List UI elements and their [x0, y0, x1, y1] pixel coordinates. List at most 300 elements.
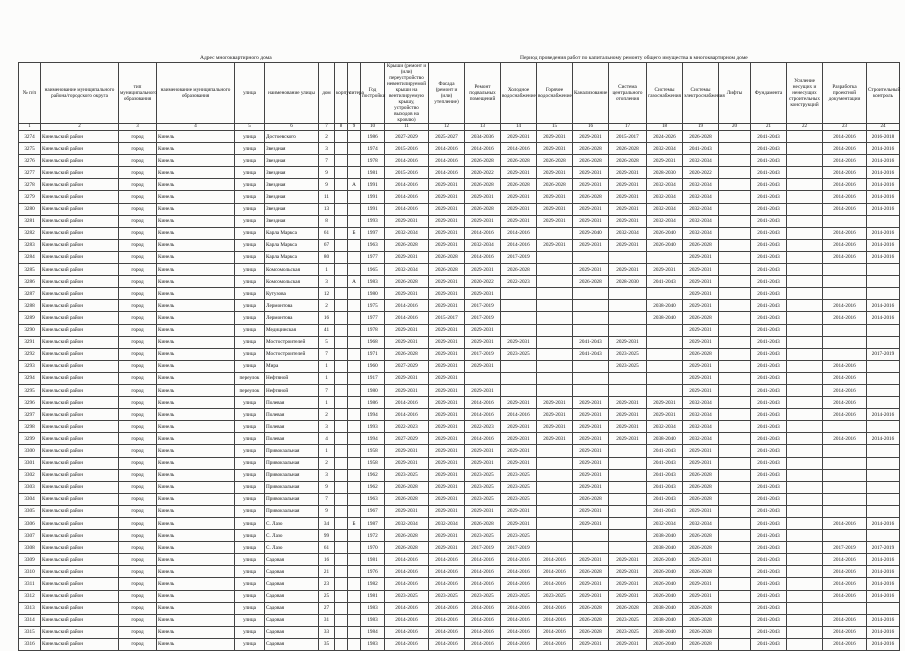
table-cell: улица — [235, 155, 265, 167]
table-cell — [501, 324, 537, 336]
table-cell: 3 — [319, 469, 335, 481]
table-cell: 2032-2034 — [683, 191, 719, 203]
table-cell — [787, 493, 823, 505]
table-cell: 2041-2043 — [751, 300, 787, 312]
table-cell — [719, 276, 751, 288]
table-cell: 2015-2017 — [429, 312, 465, 324]
table-cell — [335, 227, 348, 239]
column-number: 23 — [823, 124, 867, 131]
table-cell: 1984 — [361, 626, 385, 638]
table-cell: 2029-2031 — [573, 469, 609, 481]
table-cell: 2014-2016 — [537, 638, 573, 650]
table-cell: город — [119, 542, 157, 554]
table-row — [19, 421, 900, 433]
table-cell: 2029-2031 — [465, 324, 501, 336]
table-cell — [719, 300, 751, 312]
table-cell: город — [119, 227, 157, 239]
table-cell: 2029-2031 — [465, 215, 501, 227]
table-cell — [537, 542, 573, 554]
table-cell: город — [119, 239, 157, 251]
table-cell: 2014-2016 — [823, 360, 867, 372]
table-cell — [719, 348, 751, 360]
table-cell: Кинельский район — [41, 360, 119, 372]
table-cell — [348, 409, 361, 421]
table-cell: Кинельский район — [41, 143, 119, 155]
table-cell: Кинельский район — [41, 554, 119, 566]
table-cell: 2029-2031 — [429, 324, 465, 336]
table-cell: 2029-2031 — [429, 336, 465, 348]
table-cell: Нефтяной — [265, 372, 319, 384]
table-cell: 3283 — [19, 239, 41, 251]
table-row — [19, 336, 900, 348]
table-cell: 2014-2016 — [429, 155, 465, 167]
table-row — [19, 505, 900, 517]
table-cell: 2029-2031 — [429, 469, 465, 481]
table-cell: 1970 — [361, 542, 385, 554]
table-cell — [335, 433, 348, 445]
table-cell: 2014-2016 — [823, 433, 867, 445]
table-cell: Кинель — [157, 191, 235, 203]
table-cell — [501, 384, 537, 396]
table-cell: Садовая — [265, 638, 319, 650]
table-row — [19, 433, 900, 445]
column-number: 8 — [335, 124, 348, 131]
table-cell — [867, 602, 900, 614]
table-cell — [787, 590, 823, 602]
table-cell: 2038-2040 — [647, 433, 683, 445]
table-cell: 2026-2028 — [683, 469, 719, 481]
table-cell: 1972 — [361, 530, 385, 542]
table-cell: 3 — [319, 143, 335, 155]
table-cell — [823, 336, 867, 348]
table-cell: 2023-2025 — [501, 590, 537, 602]
table-cell: 2014-2016 — [867, 227, 900, 239]
table-cell: улица — [235, 348, 265, 360]
table-cell — [335, 626, 348, 638]
table-cell — [537, 360, 573, 372]
table-cell: город — [119, 433, 157, 445]
table-cell: переулок — [235, 384, 265, 396]
table-cell — [348, 626, 361, 638]
table-cell — [787, 324, 823, 336]
table-cell: 3291 — [19, 336, 41, 348]
table-row — [19, 167, 900, 179]
table-cell: 2032-2034 — [385, 264, 429, 276]
table-cell: 2014-2016 — [385, 179, 429, 191]
table-cell: 2014-2016 — [385, 626, 429, 638]
table-cell: 3289 — [19, 312, 41, 324]
table-cell: 1 — [319, 360, 335, 372]
table-cell — [537, 384, 573, 396]
table-cell — [335, 493, 348, 505]
table-cell: 2014-2016 — [429, 554, 465, 566]
table-cell — [719, 131, 751, 143]
table-cell: 2024-2026 — [647, 131, 683, 143]
table-cell: 2026-2040 — [647, 638, 683, 650]
table-cell: 2029-2031 — [537, 397, 573, 409]
table-cell: 2023-2025 — [385, 590, 429, 602]
table-cell: 2029-2031 — [501, 433, 537, 445]
table-cell — [335, 300, 348, 312]
table-cell — [867, 457, 900, 469]
table-row — [19, 179, 900, 191]
table-cell — [573, 324, 609, 336]
table-cell: 1982 — [361, 578, 385, 590]
table-cell: Звездная — [265, 155, 319, 167]
table-cell: Комсомольская — [265, 264, 319, 276]
table-cell — [335, 348, 348, 360]
column-number: 16 — [573, 124, 609, 131]
table-cell: 2029-2031 — [573, 638, 609, 650]
table-cell: улица — [235, 276, 265, 288]
table-cell: 2014-2016 — [823, 554, 867, 566]
table-cell: город — [119, 590, 157, 602]
table-cell: Кинельский район — [41, 191, 119, 203]
table-cell: Кинельский район — [41, 276, 119, 288]
table-cell — [719, 312, 751, 324]
table-cell: улица — [235, 578, 265, 590]
table-cell: 1974 — [361, 143, 385, 155]
table-cell: Привокзальная — [265, 481, 319, 493]
table-row — [19, 360, 900, 372]
table-cell: 2014-2016 — [537, 602, 573, 614]
table-cell: 2026-2028 — [429, 251, 465, 263]
table-cell — [719, 493, 751, 505]
table-cell: 2029-2031 — [573, 421, 609, 433]
table-cell: 2032-2034 — [683, 433, 719, 445]
table-cell: 2029-2031 — [683, 324, 719, 336]
table-cell — [823, 493, 867, 505]
table-cell: 2014-2016 — [465, 614, 501, 626]
table-cell: 2041-2043 — [647, 505, 683, 517]
table-cell: 2029-2031 — [501, 397, 537, 409]
table-cell: 2029-2031 — [609, 554, 647, 566]
table-cell: 2029-2031 — [609, 421, 647, 433]
table-row — [19, 409, 900, 421]
table-cell: Кинельский район — [41, 300, 119, 312]
table-cell: 2029-2031 — [609, 203, 647, 215]
table-cell — [719, 324, 751, 336]
table-cell — [787, 155, 823, 167]
table-cell — [787, 626, 823, 638]
table-cell: 2029-2031 — [465, 191, 501, 203]
table-cell: 2014-2016 — [867, 578, 900, 590]
table-cell: 2041-2043 — [573, 336, 609, 348]
table-cell — [348, 614, 361, 626]
table-cell: Кинельский район — [41, 409, 119, 421]
table-cell: 2014-2016 — [501, 227, 537, 239]
table-cell: 2029-2031 — [683, 505, 719, 517]
table-cell: 1991 — [361, 191, 385, 203]
table-cell: 2029-2031 — [609, 167, 647, 179]
table-cell — [787, 143, 823, 155]
table-cell: Полевая — [265, 433, 319, 445]
table-cell: 2023-2025 — [385, 469, 429, 481]
table-cell: 2029-2031 — [573, 215, 609, 227]
table-cell: 2041-2043 — [751, 469, 787, 481]
table-cell: 2014-2016 — [823, 155, 867, 167]
table-cell: город — [119, 481, 157, 493]
table-cell: 2029-2031 — [429, 215, 465, 227]
table-cell: 2041-2043 — [751, 433, 787, 445]
table-cell — [823, 457, 867, 469]
capital-repair-table — [18, 62, 900, 651]
table-cell: 1967 — [361, 505, 385, 517]
table-cell: 2041-2043 — [751, 481, 787, 493]
table-cell: Кинельский район — [41, 384, 119, 396]
table-cell: 2023-2025 — [609, 626, 647, 638]
column-header: Системы электроснабжения — [683, 63, 719, 124]
table-cell — [335, 167, 348, 179]
table-cell: 2014-2016 — [429, 638, 465, 650]
column-header: Строительный контроль — [867, 63, 900, 124]
table-cell — [335, 518, 348, 530]
table-cell: город — [119, 312, 157, 324]
table-cell: 2032-2034 — [683, 518, 719, 530]
table-cell — [609, 445, 647, 457]
table-cell: 2029-2031 — [429, 433, 465, 445]
table-cell: 2014-2016 — [465, 227, 501, 239]
table-cell — [348, 324, 361, 336]
table-cell — [348, 155, 361, 167]
table-cell: 3 — [319, 276, 335, 288]
table-cell — [719, 155, 751, 167]
table-cell: 2026-2028 — [385, 348, 429, 360]
table-cell: 2014-2016 — [823, 566, 867, 578]
table-cell — [823, 264, 867, 276]
table-cell: 2026-2028 — [573, 602, 609, 614]
table-row — [19, 554, 900, 566]
table-row — [19, 481, 900, 493]
table-cell: Садовая — [265, 602, 319, 614]
table-cell: город — [119, 179, 157, 191]
table-cell: 2026-2028 — [573, 143, 609, 155]
table-row — [19, 457, 900, 469]
table-cell: 2029-2031 — [429, 384, 465, 396]
table-cell: 2014-2016 — [429, 614, 465, 626]
table-cell — [823, 530, 867, 542]
column-number: 7 — [319, 124, 335, 131]
table-cell: 2026-2028 — [501, 264, 537, 276]
table-cell: 2014-2016 — [823, 409, 867, 421]
table-cell — [609, 251, 647, 263]
table-cell: 3286 — [19, 276, 41, 288]
column-header: литера — [348, 63, 361, 124]
table-cell: 1994 — [361, 433, 385, 445]
table-cell: 25 — [319, 590, 335, 602]
table-cell — [719, 590, 751, 602]
table-cell — [867, 276, 900, 288]
table-cell: Садовая — [265, 578, 319, 590]
table-cell — [787, 614, 823, 626]
table-cell — [867, 288, 900, 300]
table-cell: 2026-2028 — [465, 203, 501, 215]
table-cell — [719, 239, 751, 251]
table-cell — [719, 445, 751, 457]
table-cell — [867, 481, 900, 493]
table-cell: город — [119, 276, 157, 288]
table-cell — [719, 530, 751, 542]
table-cell: 3295 — [19, 384, 41, 396]
table-cell: 2014-2016 — [465, 626, 501, 638]
table-cell — [787, 215, 823, 227]
table-cell: Кинель — [157, 397, 235, 409]
table-cell: Кинельский район — [41, 251, 119, 263]
table-cell — [787, 276, 823, 288]
table-cell: 2029-2031 — [501, 167, 537, 179]
table-row — [19, 542, 900, 554]
table-cell: город — [119, 409, 157, 421]
table-cell: 2026-2028 — [573, 493, 609, 505]
table-cell: город — [119, 167, 157, 179]
table-cell: 2014-2016 — [867, 191, 900, 203]
table-cell: 1983 — [361, 602, 385, 614]
table-cell: улица — [235, 336, 265, 348]
table-cell: 2038-2040 — [647, 614, 683, 626]
table-row — [19, 155, 900, 167]
table-cell — [348, 131, 361, 143]
table-cell: 2029-2031 — [573, 445, 609, 457]
table-cell: 2014-2016 — [867, 590, 900, 602]
table-cell: 2014-2016 — [465, 143, 501, 155]
table-cell — [787, 505, 823, 517]
table-cell: 61 — [319, 542, 335, 554]
table-cell: 2014-2016 — [465, 433, 501, 445]
table-cell: 2023-2025 — [465, 590, 501, 602]
table-cell: 2014-2016 — [385, 554, 429, 566]
column-header: корпус — [335, 63, 348, 124]
table-cell: Кинель — [157, 469, 235, 481]
table-cell — [787, 409, 823, 421]
table-cell: Кинель — [157, 360, 235, 372]
table-cell: улица — [235, 179, 265, 191]
table-cell — [348, 167, 361, 179]
table-cell — [787, 469, 823, 481]
table-cell: 7 — [319, 348, 335, 360]
table-cell: 2017-2019 — [823, 542, 867, 554]
table-cell: улица — [235, 469, 265, 481]
table-cell: Привокзальная — [265, 457, 319, 469]
table-cell: 2014-2016 — [465, 554, 501, 566]
table-cell — [465, 372, 501, 384]
table-cell — [823, 288, 867, 300]
table-cell: Кинель — [157, 409, 235, 421]
table-cell — [719, 397, 751, 409]
table-cell: 2029-2031 — [465, 505, 501, 517]
table-cell: город — [119, 530, 157, 542]
table-row — [19, 578, 900, 590]
table-cell: 1960 — [361, 360, 385, 372]
table-cell: Кинель — [157, 276, 235, 288]
table-cell: улица — [235, 445, 265, 457]
table-cell: 2032-2034 — [429, 518, 465, 530]
table-cell: 1978 — [361, 324, 385, 336]
table-cell: Полевая — [265, 409, 319, 421]
table-cell: 1993 — [361, 421, 385, 433]
table-cell: город — [119, 566, 157, 578]
table-cell: 2029-2031 — [429, 542, 465, 554]
table-cell: 2022-2023 — [385, 421, 429, 433]
table-cell: 2014-2016 — [501, 578, 537, 590]
table-cell — [335, 409, 348, 421]
table-cell: 2014-2016 — [501, 239, 537, 251]
table-cell: 9 — [319, 505, 335, 517]
table-cell — [335, 421, 348, 433]
table-cell: 2022-2023 — [501, 276, 537, 288]
table-cell: 2041-2043 — [751, 445, 787, 457]
table-cell: 2026-2028 — [683, 239, 719, 251]
table-cell: Медицинская — [265, 324, 319, 336]
table-cell: 2029-2031 — [385, 505, 429, 517]
table-cell — [335, 288, 348, 300]
table-cell: 2014-2016 — [465, 638, 501, 650]
table-cell: Кинельский район — [41, 530, 119, 542]
table-cell: улица — [235, 239, 265, 251]
table-cell: город — [119, 131, 157, 143]
table-cell — [537, 518, 573, 530]
table-row — [19, 493, 900, 505]
table-cell: 2029-2031 — [683, 336, 719, 348]
table-cell: 1977 — [361, 251, 385, 263]
table-cell: 2041-2043 — [751, 397, 787, 409]
table-cell — [537, 481, 573, 493]
table-cell: 3293 — [19, 360, 41, 372]
table-cell: город — [119, 384, 157, 396]
table-cell: 2034-2036 — [465, 131, 501, 143]
table-cell: 3280 — [19, 203, 41, 215]
table-body — [19, 124, 900, 651]
table-cell: 2029-2031 — [385, 215, 429, 227]
table-row — [19, 312, 900, 324]
table-cell — [787, 421, 823, 433]
table-cell — [348, 348, 361, 360]
column-number: 11 — [385, 124, 429, 131]
table-cell: 2029-2031 — [465, 384, 501, 396]
table-cell — [719, 143, 751, 155]
table-cell: 2026-2028 — [609, 602, 647, 614]
table-cell — [348, 239, 361, 251]
table-row — [19, 384, 900, 396]
table-cell — [787, 360, 823, 372]
table-cell: 2029-2031 — [683, 578, 719, 590]
table-cell: 3290 — [19, 324, 41, 336]
table-cell: 2014-2016 — [501, 566, 537, 578]
table-cell: 2029-2031 — [573, 203, 609, 215]
table-cell: 3282 — [19, 227, 41, 239]
table-cell: 2032-2034 — [683, 409, 719, 421]
table-cell — [348, 360, 361, 372]
column-header: Крыши (ремонт и (или) переустройство невентилируемой крыши на вентилируемую крышу, устройство выходов на кровлю) — [385, 63, 429, 124]
table-cell: 2014-2016 — [867, 251, 900, 263]
table-cell: Лермонтова — [265, 300, 319, 312]
table-cell: улица — [235, 530, 265, 542]
table-cell: 2026-2028 — [573, 566, 609, 578]
table-cell: 2027-2029 — [385, 360, 429, 372]
table-cell — [787, 251, 823, 263]
table-cell: Кинель — [157, 264, 235, 276]
table-cell: А — [348, 276, 361, 288]
table-cell: улица — [235, 300, 265, 312]
table-cell: 2020-2022 — [465, 276, 501, 288]
table-cell: переулок — [235, 372, 265, 384]
table-cell: 2032-2034 — [683, 397, 719, 409]
table-cell — [867, 215, 900, 227]
table-cell — [335, 397, 348, 409]
table-cell: улица — [235, 203, 265, 215]
table-cell: 2029-2031 — [609, 566, 647, 578]
table-cell: город — [119, 264, 157, 276]
table-cell: город — [119, 203, 157, 215]
